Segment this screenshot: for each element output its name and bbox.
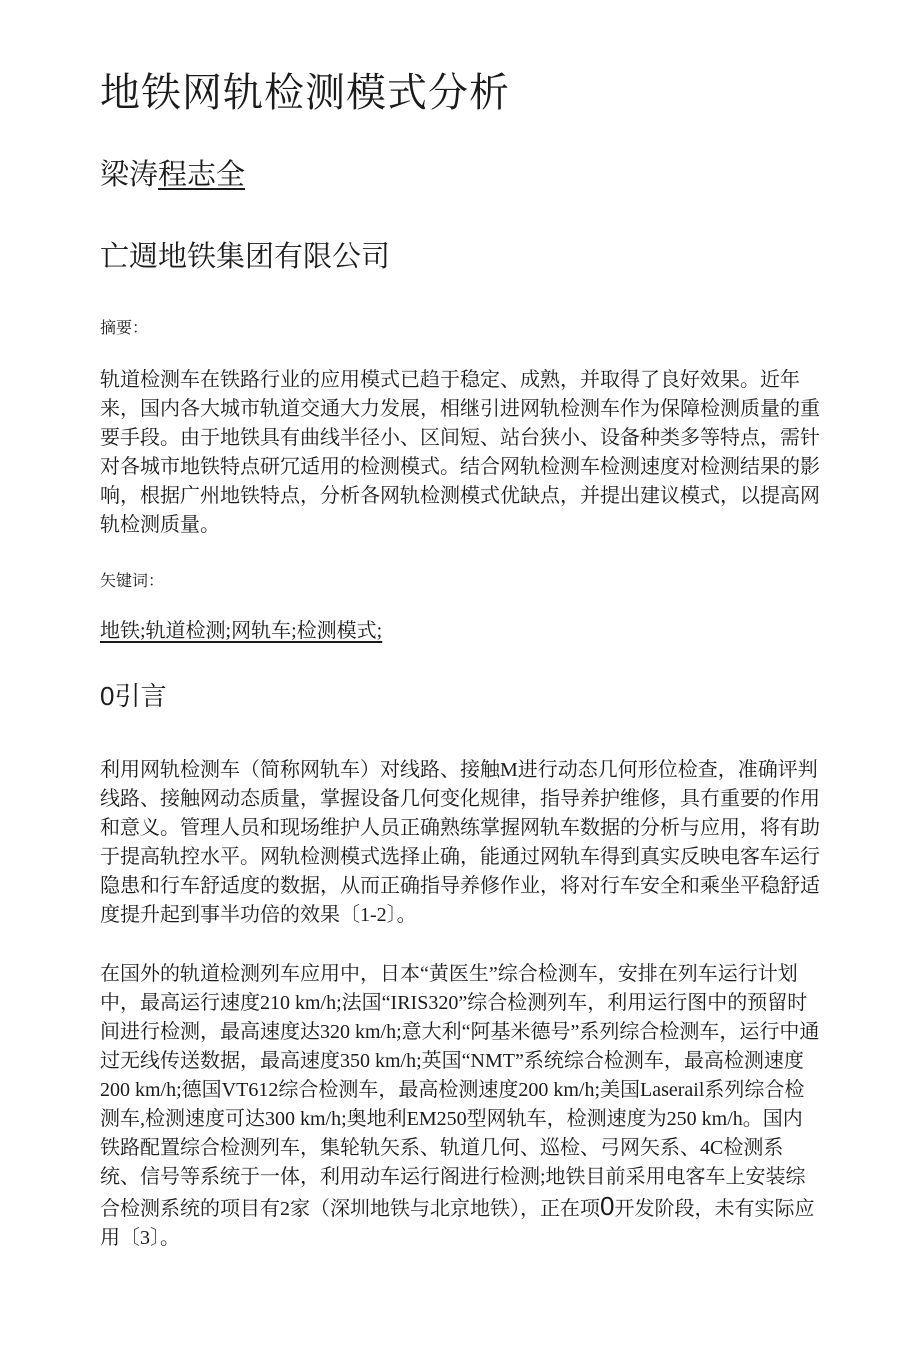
keywords-line: 地铁;轨道检测;网轨车;检测模式; bbox=[100, 619, 383, 642]
keywords-label: 矢键词： bbox=[100, 573, 165, 591]
authors-line bbox=[100, 160, 820, 192]
section-heading-introduction bbox=[100, 682, 820, 712]
affiliation: 亡週地铁集团有限公司 bbox=[100, 240, 391, 273]
abstract-label: 摘要： bbox=[100, 319, 149, 337]
author-name: 梁涛 bbox=[100, 159, 159, 191]
paragraph-2-text-end: 开发阶段，未有实际应用〔3〕。 bbox=[100, 1197, 815, 1249]
abstract-paragraph: 轨道检测车在铁路行业的应用模式已趋于稳定、成熟，并取得了良好效果。近年来，国内各大城市轨道交通大力发展，相继引进网轨检测车作为保障检测质量的重要手段。由于地铁具有曲线半径小、区间短、站台狭小、设备种类多等特点，需针对各城市地铁特点研冗适用的检测模式。结合网轨检测车检测速度对检测结果的影响，根据广州地铁特点，分析各网轨检测模式优缺点，并提出建议模式，以提高网轨检测质量。 bbox=[100, 369, 820, 537]
section-title: 引言 bbox=[114, 681, 167, 711]
section-number: 0 bbox=[100, 680, 115, 711]
paragraph-2-text-start: 在国外的轨道检测列车应用中，日本“黄医生”综合检测车，安排在列车运行计划中，最高运行速度210 km/h;法国“IRIS320”综合检测列车，利用运行图中的预留时间进行检测，最高速度达320 km/h;意大利“阿基米德号”系列综合检测车，运行中通过无线传送数据，最高速度350 km/h;英国“NMT”系统综合检测车，最高检测速度200 km/h;德国VT612综合检测车，最高检测速度200 km/h;美国Laserail系列综合检测车,检测速度可达300 km/h;奥地利EM250型网轨车，检测速度为250 km/h。国内铁路配置综合检测列车，集轮轨矢系、轨道几何、巡检、弓网矢系、4C检测系统、信号等系统于一体，利用动车运行阁进行检测;地铁目前采用电客车上安装综合检测系统的项目有2家（深圳地铁与北京地铁），正在项 bbox=[100, 962, 820, 1220]
paragraph-2-inline-zero: 0 bbox=[600, 1190, 615, 1221]
author-name-underlined: 程志全 bbox=[158, 159, 246, 191]
article-title: 地铁网轨检测模式分析 bbox=[100, 70, 510, 115]
intro-paragraph-1: 利用网轨检测车（简称网轨车）对线路、接触M进行动态几何形位检查，准确评判线路、接触网动态质量，掌握设备几何变化规律，指导养护维修，具冇重要的作用和意义。管理人员和现场维护人员正确熟练掌握网轨车数据的分析与应用，将有助于提高轨控水平。网轨检测模式选择止确，能通过网轨车得到真实反映电客车运行隐患和行车舒适度的数据，从而正确指导养修作业，将对行车安全和乘坐平稳舒适度提升起到事半功倍的效果〔1-2〕。 bbox=[100, 758, 820, 926]
intro-paragraph-2 bbox=[100, 960, 820, 1253]
